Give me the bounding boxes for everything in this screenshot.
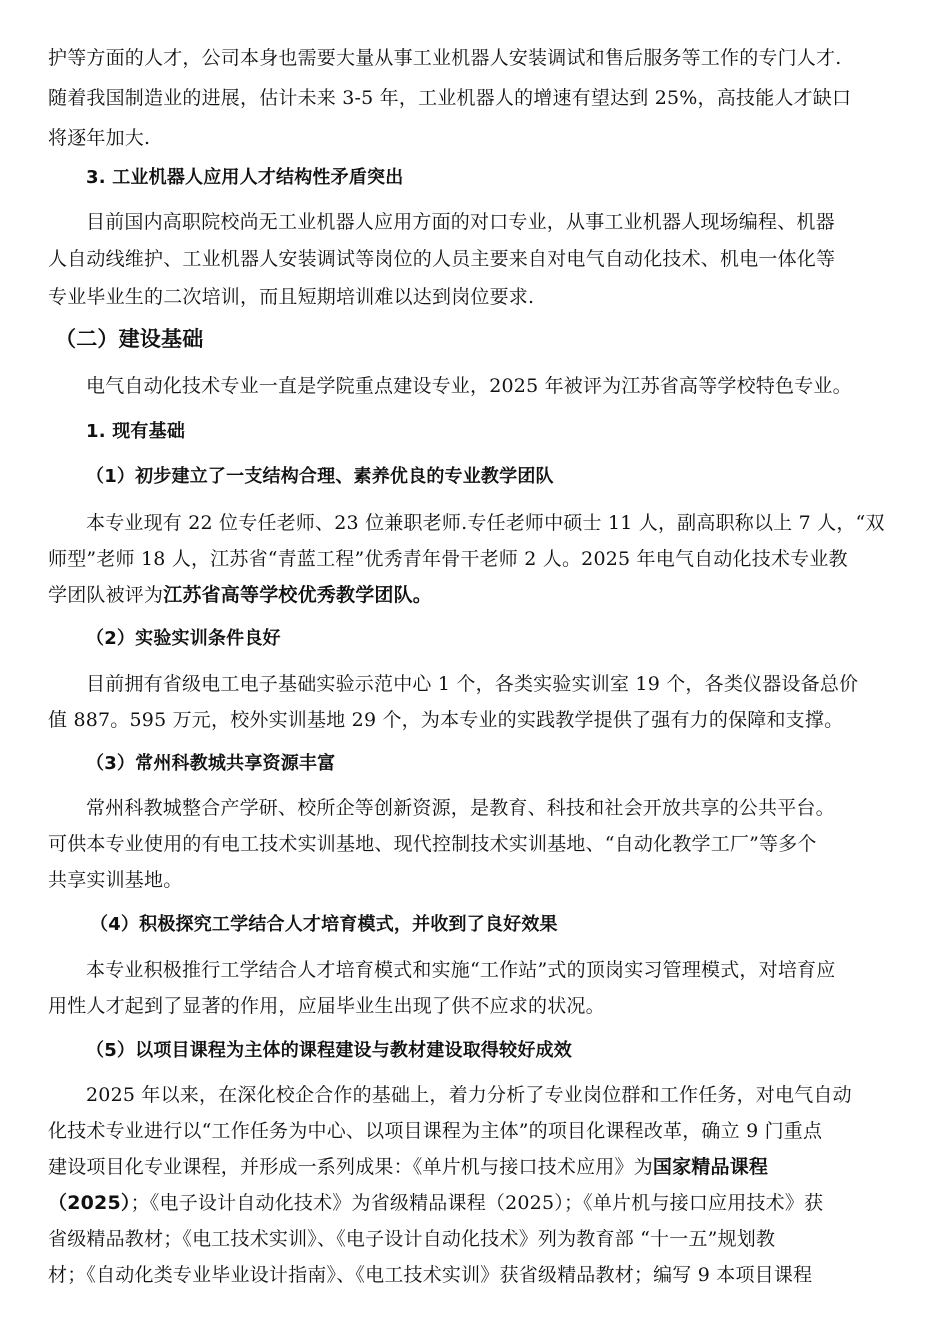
body-text-line: 人自动线维护、工业机器人安装调试等岗位的人员主要来自对电气自动化技术、机电一体化等 — [48, 248, 836, 270]
subsection-heading: 1. 现有基础 — [86, 421, 186, 442]
body-text-line: 材；《自动化类专业毕业设计指南》、《电工技术实训》获省级精品教材；编写 9 本项目课程 — [48, 1264, 813, 1286]
body-text-line: 用性人才起到了显著的作用，应届毕业生出现了供不应求的状况。 — [48, 995, 605, 1017]
body-text-line: 目前拥有省级电工电子基础实验示范中心 1 个，各类实验实训室 19 个，各类仪器设备总价 — [86, 673, 859, 695]
body-text-line: 常州科教城整合产学研、校所企等创新资源，是教育、科技和社会开放共享的公共平台。 — [86, 797, 835, 819]
body-text-line: 护等方面的人才，公司本身也需要大量从事工业机器人安装调试和售后服务等工作的专门人才. — [48, 47, 842, 69]
item-heading: （2）实验实训条件良好 — [86, 628, 281, 649]
body-text-line: 2025 年以来，在深化校企合作的基础上，着力分析了专业岗位群和工作任务，对电气自动 — [86, 1084, 852, 1106]
emphasis-text: （2025） — [48, 1192, 131, 1214]
subsection-heading: 3. 工业机器人应用人才结构性矛盾突出 — [86, 167, 404, 188]
body-text-line: 电气自动化技术专业一直是学院重点建设专业，2025 年被评为江苏省高等学校特色专业。 — [86, 375, 852, 397]
body-text-line: 专业毕业生的二次培训，而且短期培训难以达到岗位要求. — [48, 286, 535, 308]
emphasis-text: 江苏省高等学校优秀教学团队。 — [163, 584, 433, 606]
body-text-line: 随着我国制造业的进展，估计未来 3-5 年，工业机器人的增速有望达到 25%，高技能人才缺口 — [48, 87, 852, 109]
body-text-line: 师型”老师 18 人，江苏省“青蓝工程”优秀青年骨干老师 2 人。2025 年电气自动化技术专业教 — [48, 548, 848, 570]
body-text: 建设项目化专业课程，并形成一系列成果：《单片机与接口技术应用》为 — [48, 1156, 653, 1178]
body-text-line — [48, 1155, 908, 1179]
emphasis-text: 国家精品课程 — [652, 1156, 769, 1178]
item-heading: （3）常州科教城共享资源丰富 — [86, 753, 336, 774]
section-heading: （二）建设基础 — [55, 327, 204, 351]
body-text-line: 将逐年加大. — [48, 127, 151, 149]
item-heading: （1）初步建立了一支结构合理、素养优良的专业教学团队 — [86, 466, 554, 487]
body-text-line: 本专业积极推行工学结合人才培育模式和实施“工作站”式的顶岗实习管理模式，对培育应 — [86, 959, 836, 981]
body-text: 学团队被评为 — [48, 584, 164, 606]
body-text-line: 目前国内高职院校尚无工业机器人应用方面的对口专业，从事工业机器人现场编程、机器 — [86, 211, 835, 233]
item-heading: （5）以项目课程为主体的课程建设与教材建设取得较好成效 — [86, 1040, 572, 1061]
body-text-line: 共享实训基地。 — [48, 869, 183, 891]
body-text-line: 可供本专业使用的有电工技术实训基地、现代控制技术实训基地、“自动化教学工厂”等多个 — [48, 833, 817, 855]
body-text-line — [48, 1191, 908, 1215]
body-text-line: 省级精品教材；《电工技术实训》、《电子设计自动化技术》列为教育部 “十一五”规划教 — [48, 1228, 776, 1250]
item-heading: （4）积极探究工学结合人才培育模式，并收到了良好效果 — [90, 914, 558, 935]
body-text-line — [48, 583, 908, 607]
body-text-line: 本专业现有 22 位专任老师、23 位兼职老师.专任老师中硕士 11 人，副高职称以上 7 人，“双 — [86, 512, 885, 534]
body-text: ；《电子设计自动化技术》为省级精品课程（2025）；《单片机与接口应用技术》获 — [130, 1192, 824, 1214]
body-text-line: 值 887。595 万元，校外实训基地 29 个，为本专业的实践教学提供了强有力的保障和支撑。 — [48, 709, 844, 731]
body-text-line: 化技术专业进行以“工作任务为中心、以项目课程为主体”的项目化课程改革，确立 9 门重点 — [48, 1120, 823, 1142]
